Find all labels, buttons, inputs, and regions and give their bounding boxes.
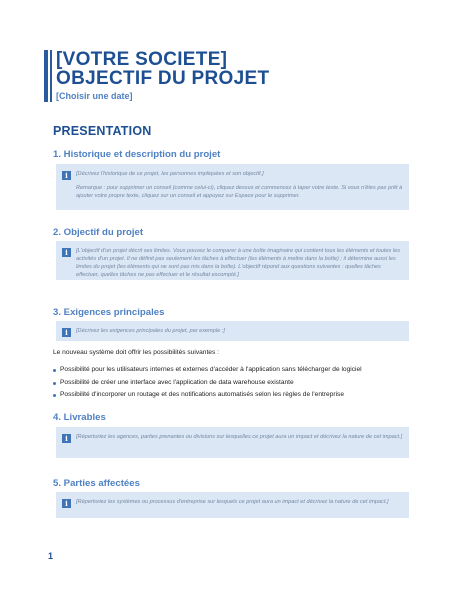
section-2-heading: 2. Objectif du projet <box>53 227 144 238</box>
requirements-intro: Le nouveau système doit offrir les possibilités suivantes : <box>53 349 219 356</box>
tip-text: [Décrivez les exigences principales du projet, par exemple :] <box>76 328 225 334</box>
info-icon: i <box>62 499 71 508</box>
document-title <box>56 50 269 88</box>
info-icon: i <box>62 434 71 443</box>
section-1-heading: 1. Historique et description du projet <box>53 149 221 160</box>
company-name: [VOTRE SOCIETE] <box>56 49 228 70</box>
title-bar-right <box>50 50 52 102</box>
tip-text: [Décrivez l'historique de ce projet, les personnes impliquées et son objectif.] <box>76 171 264 177</box>
section-4-heading: 4. Livrables <box>53 412 106 423</box>
page-number: 1 <box>48 551 54 561</box>
requirement-bullet: Possibilité pour les utilisateurs internes et externes d'accéder à l'application sans télécharger de logiciel <box>60 366 362 373</box>
section-1-tip-box[interactable] <box>56 164 409 210</box>
section-3-tip-box[interactable] <box>56 321 409 341</box>
date-picker[interactable]: [Choisir une date] <box>56 91 133 101</box>
tip-text: [L'objectif d'un projet décrit ses limites. Vous pouvez le comparer à une boîte imaginaire qui contient tous les éléments et toutes les activités d'un projet. Il ne définit pas seulement les tâches à effectuer (les éléments à mettre dans la boîte) ; il détermine aussi les limites du projet (les éléments qui ne sont pas mis dans la boîte). L'objectif répond aux questions suivantes : quelles tâches effectuer, quelles tâches ne pas effectuer et le résultat escompté.] <box>76 248 401 278</box>
section-5-tip-box[interactable] <box>56 492 409 518</box>
section-3-heading: 3. Exigences principales <box>53 307 165 318</box>
tip-text: [Répertoriez les systèmes ou processus d'entreprise sur lesquels ce projet aura un impact et décrivez la nature de cet impact.] <box>76 499 389 505</box>
tip-text: [Répertoriez les agences, parties prenantes ou divisions sur lesquelles ce projet aura un impact et décrivez la nature de cet impact.] <box>76 434 403 440</box>
requirement-bullet: Possibilité d'incorporer un routage et des notifications automatisés selon les règles de l'entreprise <box>60 391 345 398</box>
info-icon: i <box>62 248 71 257</box>
tip-remark: Remarque : pour supprimer un conseil (comme celui-ci), cliquez dessus et commencez à taper votre texte. Si vous n'êtes pas prêt à ajouter votre propre texte, cliquez sur un conseil et appuyez sur Espace pour le supprimer. <box>76 185 403 199</box>
section-5-heading: 5. Parties affectées <box>53 478 140 489</box>
info-icon: i <box>62 171 71 180</box>
info-icon: i <box>62 328 71 337</box>
title-bar-left <box>44 50 48 102</box>
section-heading-presentation: PRESENTATION <box>53 124 152 138</box>
project-title: OBJECTIF DU PROJET <box>56 68 270 89</box>
section-2-tip-box[interactable] <box>56 241 409 280</box>
section-4-tip-box[interactable] <box>56 427 409 458</box>
requirement-bullet: Possibilité de créer une interface avec l'application de data warehouse existante <box>60 379 294 386</box>
